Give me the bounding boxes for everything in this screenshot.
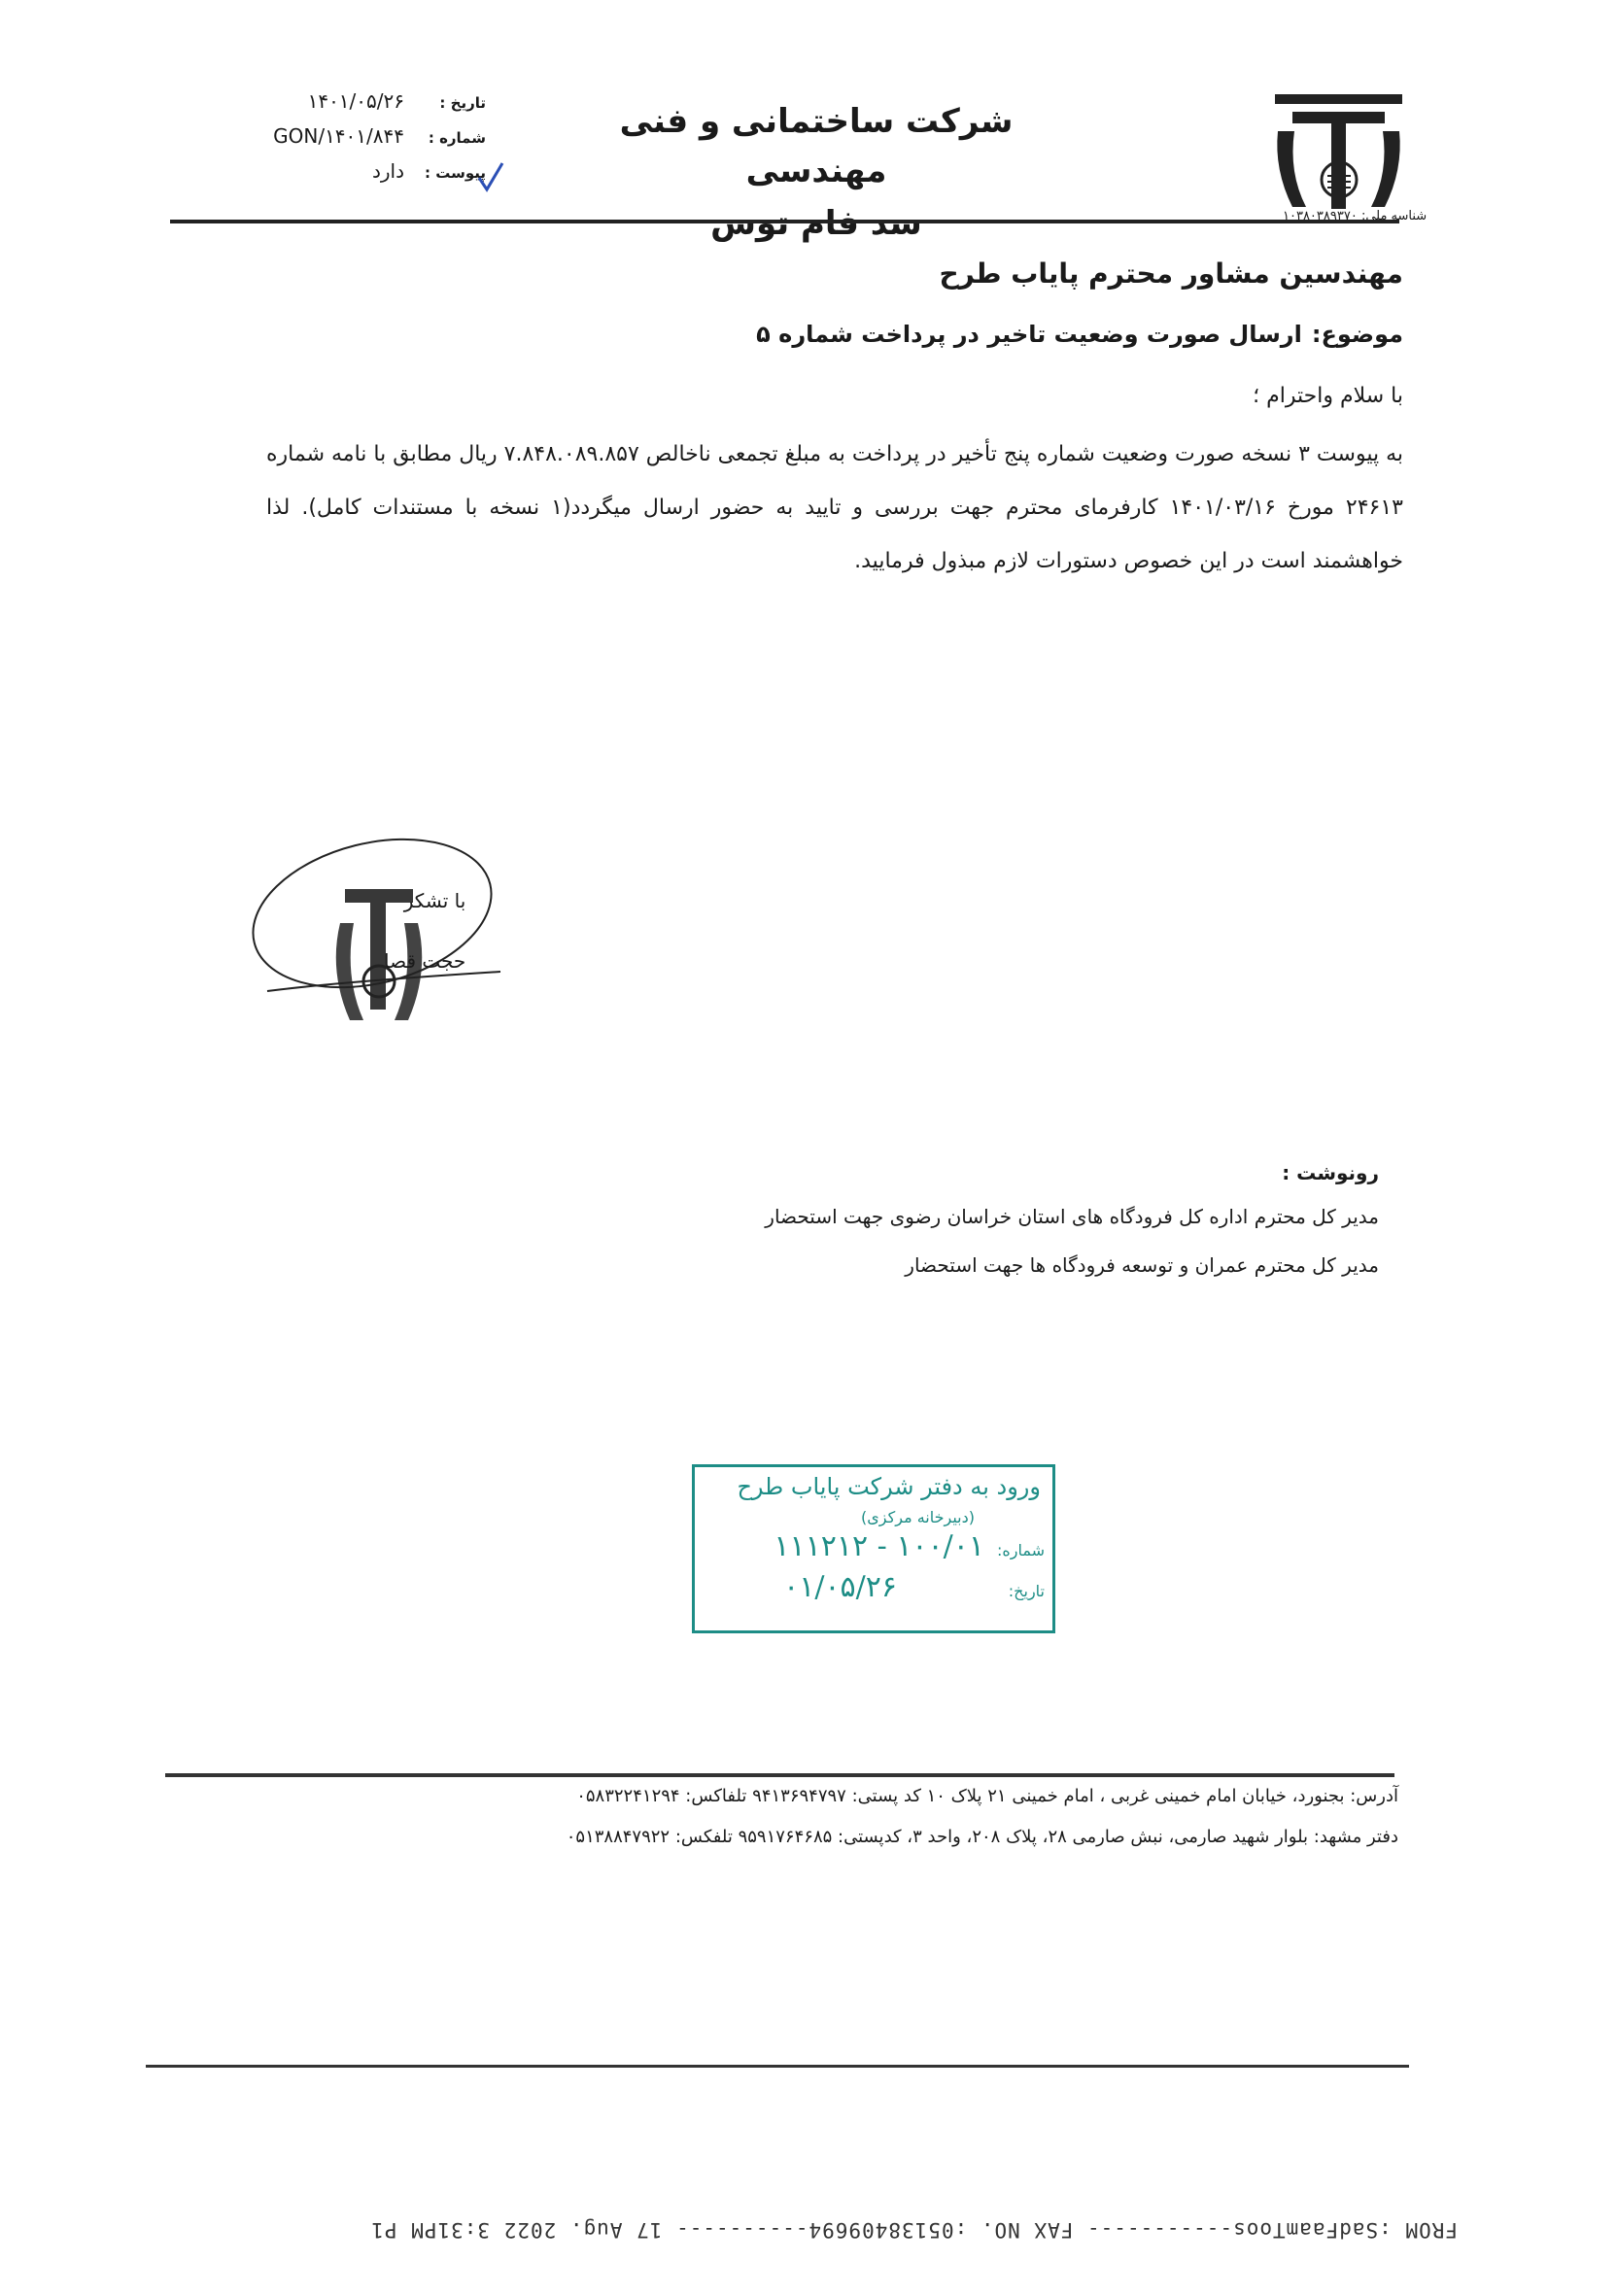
stamp-number-label: شماره: xyxy=(996,1541,1045,1559)
national-id-caption: شناسه ملی: ۱۰۳۸۰۳۸۹۳۷۰ xyxy=(1283,209,1428,223)
address-mashhad: دفتر مشهد: بلوار شهید صارمی، نبش صارمی ۲۸، پلاک ۲۰۸، واحد ۳، کدپستی: ۹۵۹۱۷۶۴۶۸۵ تلفکس: ۰۵۱۳۸۸۴۷۹۲۲ xyxy=(566,1827,1398,1847)
date-value: ۱۴۰۱/۰۵/۲۶ xyxy=(307,89,404,113)
subject-line xyxy=(756,321,1403,348)
company-name xyxy=(564,97,1069,253)
cc-item: مدیر کل محترم اداره کل فرودگاه های استان خراسان رضوی جهت استحضار xyxy=(765,1205,1379,1228)
stamp-date-value: ۰۱/۰۵/۲۶ xyxy=(783,1570,897,1604)
stamp-number-value: ۱۰۰/۰۱ - ۱۱۱۲۱۲ xyxy=(774,1529,984,1563)
letter-meta xyxy=(233,89,486,194)
stamp-title: ورود به دفتر شرکت پایاب طرح xyxy=(737,1473,1041,1500)
fax-header: FROM :SadFaamToos----------- FAX NO. :05138409694---------- 17 Aug. 2022 3:31PM P1 xyxy=(370,2218,1458,2242)
stamp-subtitle: (دبیرخانه مرکزی) xyxy=(861,1508,975,1526)
number-value: GON/۱۴۰۱/۸۴۴ xyxy=(273,124,404,148)
address-bojnourd: آدرس: بجنورد، خیابان امام خمینی غربی ، امام خمینی ۲۱ پلاک ۱۰ کد پستی: ۹۴۱۳۶۹۴۷۹۷ تلفاکس: ۰۵۸۳۲۲۴۱۲۹۴ xyxy=(576,1786,1398,1806)
checkmark-icon xyxy=(476,160,505,193)
number-label: شماره : xyxy=(428,129,486,147)
header-divider xyxy=(170,220,1399,223)
received-stamp xyxy=(692,1464,1055,1633)
subject-label: موضوع: xyxy=(1311,321,1403,348)
greeting: با سلام واحترام ؛ xyxy=(1253,384,1403,408)
company-logo xyxy=(1273,92,1404,219)
addressee: مهندسین مشاور محترم پایاب طرح xyxy=(939,257,1403,290)
body-paragraph: به پیوست ۳ نسخه صورت وضعیت شماره پنج تأخیر در پرداخت به مبلغ تجمعی ناخالص ۷.۸۴۸.۰۸۹.۸۵۷ ریال مطابق با نامه شماره ۲۴۶۱۳ مورخ ۱۴۰۱/۰۳/۱۶ کارفرمای محترم جهت بررسی و تایید به حضور ارسال میگردد(۱ نسخه با مستندات کامل). لذا خواهشمند است در این خصوص دستورات لازم مبذول فرمایید. xyxy=(266,442,1403,573)
company-name-line1: شرکت ساختمانی و فنی مهندسی xyxy=(619,102,1014,190)
signature-thanks: با تشکر xyxy=(403,889,466,912)
signature-text xyxy=(384,889,465,973)
subject-text: ارسال صورت وضعیت تاخیر در پرداخت شماره ۵ xyxy=(756,321,1302,348)
date-label: تاریخ : xyxy=(439,94,486,112)
company-name-line2: سد فام توس xyxy=(710,204,922,243)
page-bottom-divider xyxy=(146,2065,1409,2068)
cc-title: رونوشت : xyxy=(1282,1161,1379,1184)
attachment-value: دارد xyxy=(371,159,404,183)
cc-item: مدیر کل محترم عمران و توسعه فرودگاه ها جهت استحضار xyxy=(905,1253,1379,1277)
stamp-date-label: تاریخ: xyxy=(1008,1582,1045,1600)
attachment-label: پیوست : xyxy=(424,164,486,182)
signature-name: حجت قصا xyxy=(384,949,466,973)
footer-divider xyxy=(165,1773,1394,1777)
